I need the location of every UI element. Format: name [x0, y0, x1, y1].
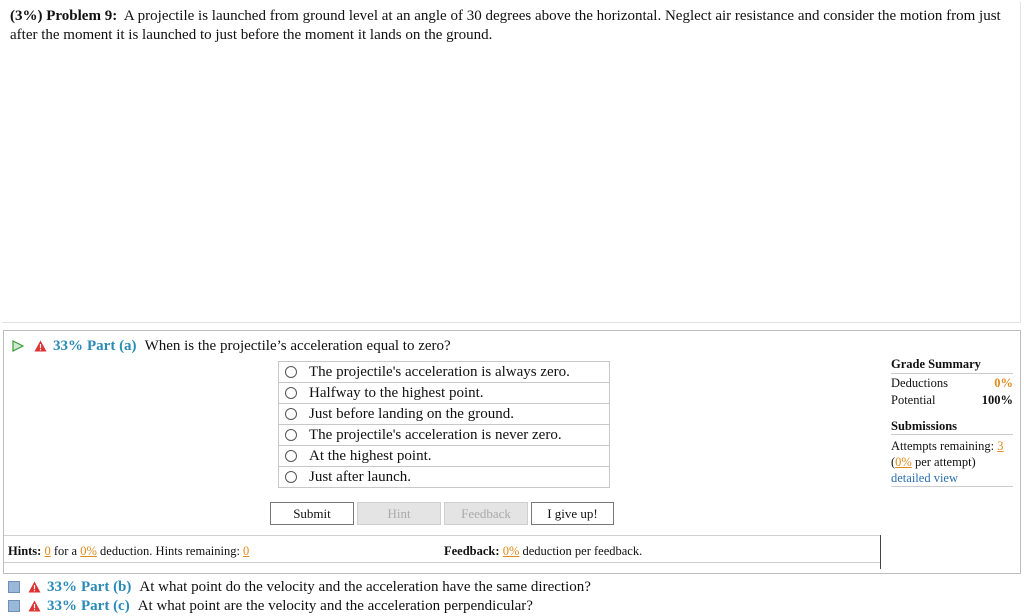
- part-c-percent: 33%: [47, 597, 77, 614]
- submit-button[interactable]: Submit: [270, 502, 354, 525]
- hint-button[interactable]: Hint: [357, 502, 441, 525]
- attempts-label: Attempts remaining:: [891, 439, 995, 453]
- submissions-panel: [891, 419, 1013, 487]
- choice-option[interactable]: [279, 404, 609, 425]
- give-up-button[interactable]: I give up!: [531, 502, 614, 525]
- feedback-button[interactable]: Feedback: [444, 502, 528, 525]
- potential-row: [891, 393, 1013, 408]
- hints-for-a: for a: [53, 544, 78, 558]
- problem-panel: [2, 2, 1021, 323]
- warning-icon: [28, 600, 41, 612]
- feedback-percent: 0%: [502, 544, 520, 558]
- collapsed-part-icon[interactable]: [8, 581, 20, 593]
- choice-label: The projectile's acceleration is never zero.: [309, 426, 562, 443]
- per-attempt-text: per attempt): [914, 455, 976, 469]
- part-a-percent: 33%: [53, 337, 83, 354]
- choice-option[interactable]: [279, 362, 609, 383]
- deductions-row: [891, 376, 1013, 391]
- expand-arrow-icon[interactable]: [12, 340, 24, 352]
- answer-choices: [278, 361, 610, 488]
- choice-label: Just before landing on the ground.: [309, 405, 514, 422]
- choice-option[interactable]: [279, 425, 609, 446]
- radio-button[interactable]: [285, 429, 297, 441]
- attempts-value: 3: [997, 439, 1004, 453]
- problem-text: A projectile is launched from ground level at an angle of 30 degrees above the horizontal. Neglect air resistance and consider the motion from just after the moment it is launched to just before the moment it lands on the ground.: [10, 8, 1001, 43]
- warning-icon: [34, 340, 47, 352]
- detailed-view-link[interactable]: detailed view: [891, 471, 958, 485]
- part-b-row[interactable]: [8, 578, 591, 596]
- problem-weight: (3%): [10, 8, 43, 24]
- part-b-question: At what point do the velocity and the acceleration have the same direction?: [139, 578, 591, 595]
- part-c-row[interactable]: [8, 597, 533, 615]
- feedback-label: Feedback:: [444, 544, 500, 558]
- feedback-text: deduction per feedback.: [522, 544, 643, 558]
- hints-count: 0: [44, 544, 51, 558]
- part-c-label: Part (c): [81, 597, 130, 614]
- per-attempt-value: 0%: [895, 455, 912, 469]
- divider: [880, 535, 881, 569]
- part-b-label: Part (b): [81, 578, 132, 595]
- problem-statement: [10, 7, 1015, 45]
- collapsed-part-icon[interactable]: [8, 600, 20, 612]
- hints-percent: 0%: [80, 544, 97, 558]
- deductions-value: 0%: [994, 376, 1013, 390]
- radio-button[interactable]: [285, 387, 297, 399]
- choice-option[interactable]: [279, 446, 609, 467]
- submissions-title: Submissions: [891, 419, 1013, 435]
- hints-info: [8, 544, 249, 559]
- radio-button[interactable]: [285, 366, 297, 378]
- potential-value: 100%: [981, 393, 1013, 407]
- hints-remaining: 0: [243, 544, 250, 558]
- radio-button[interactable]: [285, 471, 297, 483]
- radio-button[interactable]: [285, 450, 297, 462]
- choice-label: Halfway to the highest point.: [309, 384, 484, 401]
- choice-option[interactable]: [279, 383, 609, 404]
- problem-label: Problem 9:: [46, 8, 118, 24]
- attempts-line: [891, 438, 1013, 454]
- potential-label: Potential: [891, 393, 936, 407]
- part-a-label: Part (a): [87, 337, 137, 354]
- part-c-question: At what point are the velocity and the acceleration perpendicular?: [137, 597, 533, 614]
- per-attempt-open: (: [891, 455, 896, 469]
- grade-summary: [891, 357, 1013, 408]
- choice-label: The projectile's acceleration is always zero.: [309, 363, 570, 380]
- grade-summary-title: Grade Summary: [891, 357, 1013, 374]
- hints-deduction-text: deduction. Hints remaining:: [100, 544, 240, 558]
- hints-feedback-bar: [4, 535, 880, 563]
- per-attempt-line: [891, 454, 1013, 470]
- radio-button[interactable]: [285, 408, 297, 420]
- part-a-question: When is the projectile’s acceleration equal to zero?: [144, 337, 451, 354]
- feedback-info: [444, 544, 642, 559]
- choice-label: Just after launch.: [309, 468, 412, 485]
- part-b-percent: 33%: [47, 578, 77, 595]
- detailed-view-line: [891, 470, 1013, 487]
- part-a-header[interactable]: [12, 336, 451, 356]
- deductions-label: Deductions: [891, 376, 948, 390]
- hints-label: Hints:: [8, 544, 42, 558]
- part-a-panel: [3, 330, 1021, 574]
- choice-label: At the highest point.: [309, 447, 432, 464]
- warning-icon: [28, 581, 41, 593]
- choice-option[interactable]: [279, 467, 609, 487]
